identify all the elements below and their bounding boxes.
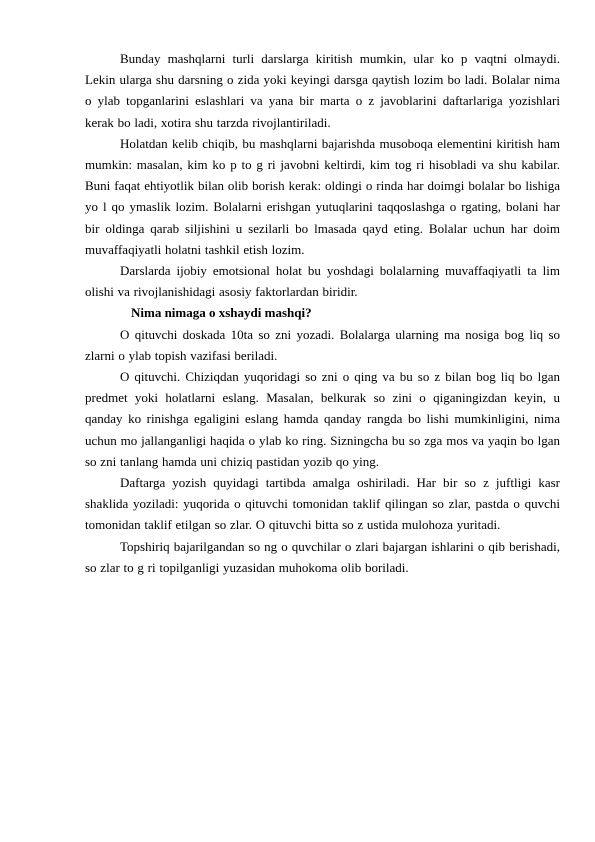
paragraph-6: Daftarga yozish quyidagi tartibda amalga oshiriladi. Har bir so z juftligi kasr shaklida yoziladi: yuqorida o qituvchi tomonidan taklif qilingan so zlar, pastda o quvchi tomonidan taklif etilgan so zlar. O qituvchi bitta so z ustida mulohoza yuritadi. [85, 475, 560, 533]
paragraph-4: O qituvchi doskada 10ta so zni yozadi. Bolalarga ularning ma nosiga bog liq so zlarni o ylab topish vazifasi beriladi. [85, 326, 560, 363]
paragraph-5: O qituvchi. Chiziqdan yuqoridagi so zni o qing va bu so z bilan bog liq bo lgan predmet yoki holatlarni eslang. Masalan, belkurak so zini o qiganingizdan keyin, u qanday ko rinishga egaligini eslang hamda qanday rangda bo lishi mumkinligini, nima uchun mo jallanganligi haqida o ylab ko ring. Sizningcha bu so zga mos va yaqin bo lgan so zni tanlang hamda uni chiziq pastidan yozib qo ying. [85, 369, 560, 469]
paragraph-2: Holatdan kelib chiqib, bu mashqlarni bajarishda musoboqa elementini kiritish ham mumkin: masalan, kim ko p to g ri javobni keltirdi, kim tog ri hisobladi va shu kabilar. Buni faqat ehtiyotlik bilan olib borish kerak: oldingi o rinda har doimgi bolalar bo lishiga yo l qo ymaslik lozim. Bolalarni erishgan yutuqlarini taqqoslashga o rgating, bolani har bir oldinga qarab siljishini u sezilarli bo lmasada qayd eting. Bolalar uchun har doim muvaffaqiyatli holatni tashkil etish lozim. [85, 135, 560, 257]
paragraph-1: Bunday mashqlarni turli darslarga kiritish mumkin, ular ko p vaqtni olmaydi. Lekin ularga shu darsning o zida yoki keyingi darsga qaytish lozim bo ladi. Bolalar nima o ylab topganlarini eslashlari va yana bir marta o z javoblarini daftarlariga yozishlari kerak bo ladi, xotira shu tarzda rivojlantiriladi. [85, 51, 560, 130]
paragraph-7: Topshiriq bajarilgandan so ng o quvchilar o zlari bajargan ishlarini o qib berishadi, so zlar to g ri topilganligi yuzasidan muhokoma olib boriladi. [85, 538, 560, 575]
section-heading: Nima nimaga o xshaydi mashqi? [131, 305, 312, 321]
paragraph-3: Darslarda ijobiy emotsional holat bu yoshdagi bolalarning muvaffaqiyatli ta lim olishi va rivojlanishidagi asosiy faktorlardan biridir. [85, 263, 560, 300]
